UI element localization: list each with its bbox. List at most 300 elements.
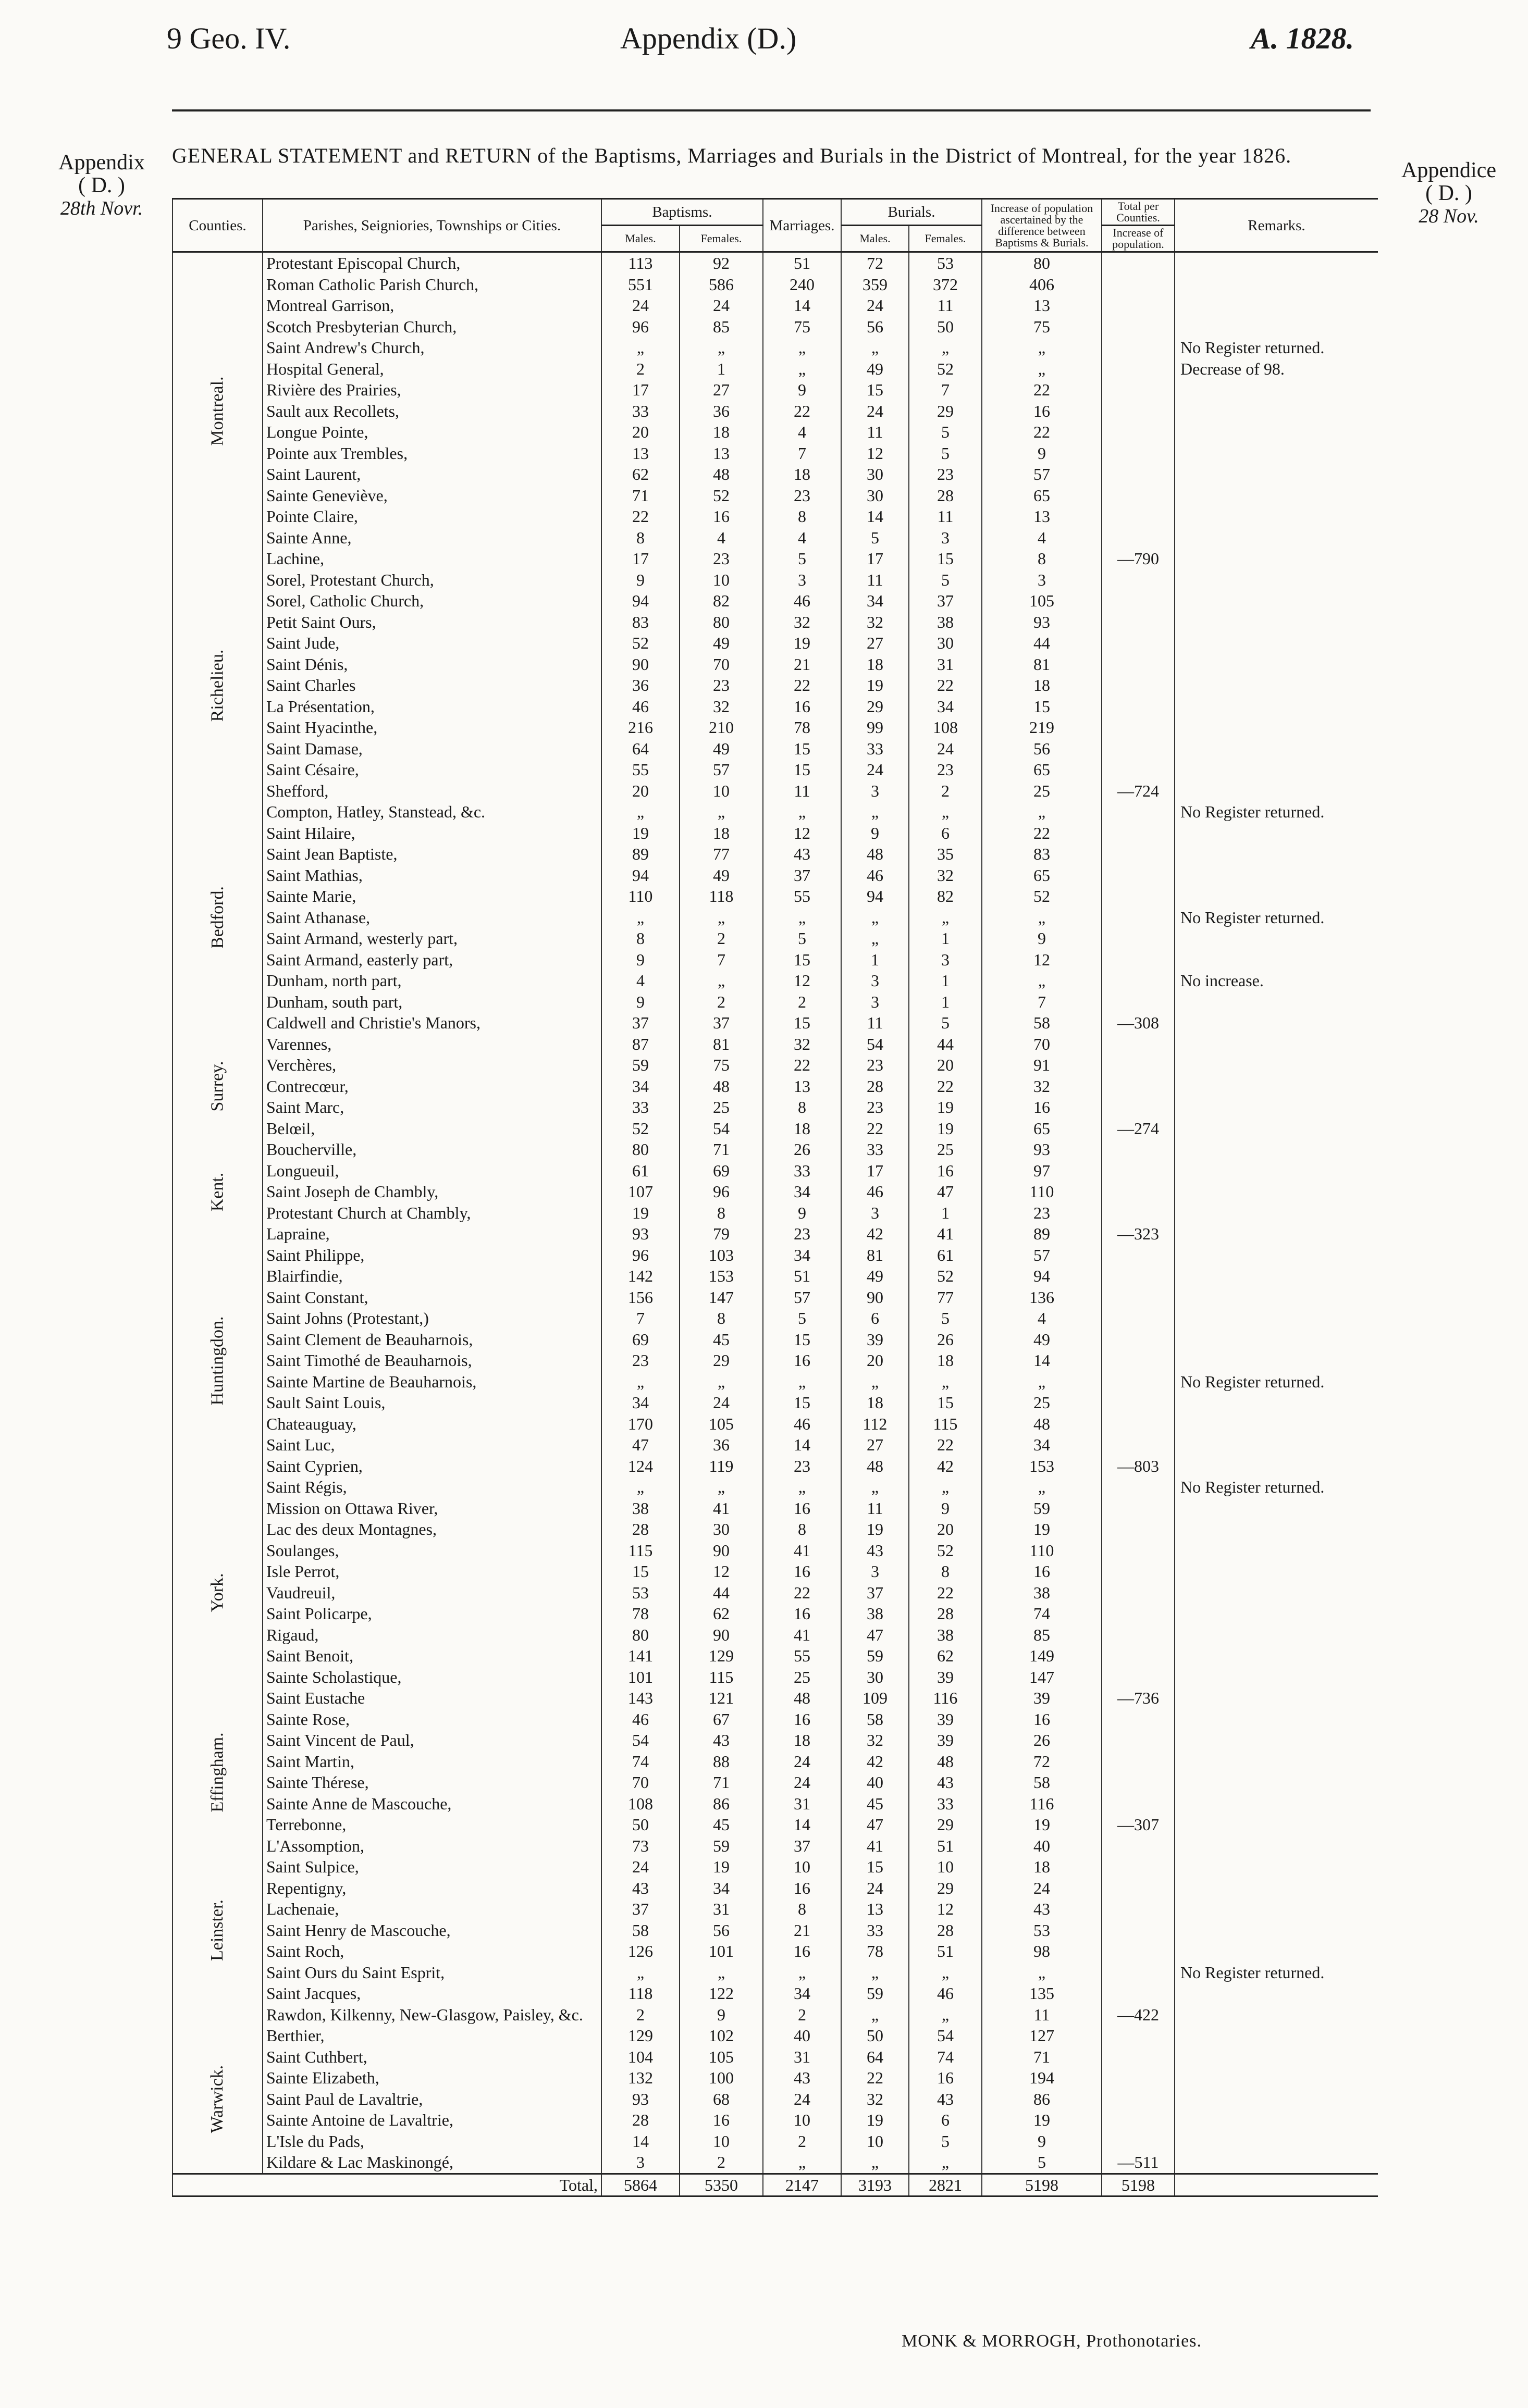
remark-cell: Decrease of 98. [1175, 358, 1378, 380]
value-cell: 71 [982, 2046, 1102, 2068]
value-cell: 32 [763, 612, 841, 633]
county-total-cell [1102, 717, 1175, 738]
value-cell: 110 [982, 1540, 1102, 1561]
value-cell: 102 [680, 2025, 763, 2046]
remark-cell [1175, 548, 1378, 569]
value-cell: 48 [982, 1413, 1102, 1435]
value-cell: „ [601, 801, 680, 823]
county-total-cell [1102, 1097, 1175, 1118]
value-cell: 40 [763, 2025, 841, 2046]
value-cell: 24 [841, 759, 909, 780]
remark-cell [1175, 1709, 1378, 1730]
value-cell: 97 [982, 1160, 1102, 1182]
table-row [172, 1941, 1378, 1962]
value-cell: 39 [909, 1730, 982, 1751]
value-cell: 11 [909, 506, 982, 527]
value-cell: 18 [763, 1118, 841, 1139]
value-cell: 59 [601, 1054, 680, 1076]
county-cell [172, 252, 263, 569]
value-cell: 32 [841, 1730, 909, 1751]
parish-name: Chateauguay, [263, 1413, 601, 1435]
col-total-per-counties: Total per Counties. [1102, 199, 1175, 226]
value-cell: 156 [601, 1287, 680, 1308]
remark-cell [1175, 2152, 1378, 2174]
county-total-cell [1102, 1540, 1175, 1561]
parish-name: Saint Jacques, [263, 1983, 601, 2004]
value-cell: 83 [601, 612, 680, 633]
value-cell: 38 [601, 1498, 680, 1519]
remark-cell [1175, 1498, 1378, 1519]
parish-name: Rawdon, Kilkenny, New-Glasgow, Paisley, &c. [263, 2004, 601, 2026]
remark-cell [1175, 823, 1378, 844]
parish-name: Contrecœur, [263, 1076, 601, 1097]
parish-name: Saint Vincent de Paul, [263, 1730, 601, 1751]
value-cell: 1 [909, 970, 982, 991]
value-cell: 30 [841, 485, 909, 506]
value-cell: 107 [601, 1181, 680, 1202]
value-cell: 49 [680, 865, 763, 886]
county-total-cell [1102, 1772, 1175, 1793]
county-total-cell [1102, 274, 1175, 295]
county-cell [172, 1034, 263, 1139]
county-total-cell [1102, 1835, 1175, 1857]
value-cell: 39 [909, 1667, 982, 1688]
value-cell: 5 [841, 527, 909, 549]
value-cell: 22 [763, 401, 841, 422]
table-row [172, 1371, 1378, 1393]
table-row [172, 1856, 1378, 1878]
value-cell: 37 [763, 1835, 841, 1857]
table-row [172, 2152, 1378, 2174]
value-cell: 49 [841, 358, 909, 380]
table-row [172, 1160, 1378, 1182]
table-row [172, 1540, 1378, 1561]
col-baptisms-females: Females. [680, 226, 763, 252]
value-cell: 170 [601, 1413, 680, 1435]
value-cell: 16 [909, 1160, 982, 1182]
value-cell: 14 [841, 506, 909, 527]
value-cell: 21 [763, 1920, 841, 1941]
county-total-cell [1102, 696, 1175, 717]
value-cell: 94 [982, 1265, 1102, 1287]
parish-name: L'Isle du Pads, [263, 2131, 601, 2152]
value-cell: 23 [841, 1097, 909, 1118]
county-name: Effingham. [207, 1732, 227, 1813]
value-cell: 55 [601, 759, 680, 780]
value-cell: „ [601, 1371, 680, 1393]
parish-name: Saint Régis, [263, 1476, 601, 1498]
parish-name: Isle Perrot, [263, 1561, 601, 1582]
value-cell: 30 [680, 1519, 763, 1540]
value-cell: 42 [909, 1456, 982, 1477]
value-cell: 5 [909, 2131, 982, 2152]
total-value: 2147 [763, 2174, 841, 2196]
county-total-cell [1102, 654, 1175, 675]
value-cell: 34 [763, 1983, 841, 2004]
value-cell: 93 [982, 612, 1102, 633]
parish-name: Varennes, [263, 1034, 601, 1055]
parish-name: La Présentation, [263, 696, 601, 717]
value-cell: „ [680, 337, 763, 358]
value-cell: 17 [841, 548, 909, 569]
value-cell: 31 [680, 1898, 763, 1920]
table-row [172, 1350, 1378, 1371]
value-cell: 52 [909, 1265, 982, 1287]
value-cell: 86 [982, 2089, 1102, 2110]
parish-name: Berthier, [263, 2025, 601, 2046]
value-cell: 47 [841, 1814, 909, 1835]
remark-cell [1175, 1687, 1378, 1709]
value-cell: 16 [763, 696, 841, 717]
county-name: Richelieu. [207, 649, 227, 722]
value-cell: 4 [601, 970, 680, 991]
value-cell: 44 [909, 1034, 982, 1055]
value-cell: 69 [601, 1329, 680, 1350]
county-total-cell [1102, 2131, 1175, 2152]
value-cell: 5 [763, 548, 841, 569]
value-cell: 8 [601, 527, 680, 549]
remark-cell [1175, 865, 1378, 886]
value-cell: 24 [763, 1772, 841, 1793]
parish-name: Sainte Anne de Mascouche, [263, 1793, 601, 1815]
value-cell: 64 [601, 738, 680, 760]
table-row [172, 780, 1378, 802]
value-cell: 41 [763, 1540, 841, 1561]
value-cell: 71 [680, 1139, 763, 1160]
value-cell: 129 [601, 2025, 680, 2046]
remark-cell [1175, 780, 1378, 802]
county-cell [172, 1709, 263, 1835]
value-cell: „ [601, 1476, 680, 1498]
value-cell: 22 [909, 675, 982, 696]
value-cell: „ [841, 2152, 909, 2174]
value-cell: 9 [763, 379, 841, 401]
county-total-cell [1102, 928, 1175, 949]
remark-cell [1175, 1413, 1378, 1435]
table-row [172, 527, 1378, 549]
parish-name: Saint Martin, [263, 1751, 601, 1772]
value-cell: 18 [763, 1730, 841, 1751]
value-cell: 103 [680, 1245, 763, 1266]
value-cell: „ [909, 1476, 982, 1498]
value-cell: 54 [909, 2025, 982, 2046]
county-total-cell [1102, 1371, 1175, 1393]
value-cell: 18 [982, 1856, 1102, 1878]
parish-name: Dunham, north part, [263, 970, 601, 991]
value-cell: 24 [841, 1878, 909, 1899]
table-row [172, 1329, 1378, 1350]
value-cell: 40 [982, 1835, 1102, 1857]
value-cell: 53 [601, 1582, 680, 1604]
table-row [172, 612, 1378, 633]
value-cell: 15 [763, 738, 841, 760]
value-cell: 28 [601, 2109, 680, 2131]
value-cell: 3 [841, 1202, 909, 1224]
value-cell: 15 [763, 1392, 841, 1413]
remark-cell: No Register returned. [1175, 1476, 1378, 1498]
value-cell: 89 [982, 1223, 1102, 1245]
value-cell: 78 [763, 717, 841, 738]
value-cell: „ [680, 970, 763, 991]
remark-cell [1175, 1582, 1378, 1604]
value-cell: 96 [601, 1245, 680, 1266]
value-cell: 6 [909, 2109, 982, 2131]
value-cell: 19 [982, 1519, 1102, 1540]
value-cell: 8 [680, 1308, 763, 1329]
value-cell: „ [982, 337, 1102, 358]
value-cell: 42 [841, 1223, 909, 1245]
value-cell: 78 [601, 1603, 680, 1624]
value-cell: 9 [841, 823, 909, 844]
value-cell: 8 [763, 1519, 841, 1540]
value-cell: 80 [680, 612, 763, 633]
value-cell: 38 [909, 612, 982, 633]
value-cell: 18 [909, 1350, 982, 1371]
value-cell: 4 [982, 527, 1102, 549]
value-cell: 65 [982, 485, 1102, 506]
value-cell: 16 [763, 1561, 841, 1582]
value-cell: 49 [982, 1329, 1102, 1350]
totals-label: Total, [172, 2174, 601, 2196]
value-cell: 13 [982, 506, 1102, 527]
value-cell: 59 [982, 1498, 1102, 1519]
value-cell: 13 [763, 1076, 841, 1097]
remark-cell [1175, 1793, 1378, 1815]
value-cell: 19 [982, 2109, 1102, 2131]
value-cell: 108 [909, 717, 982, 738]
parish-name: Scotch Presbyterian Church, [263, 316, 601, 338]
value-cell: 110 [601, 886, 680, 907]
value-cell: 93 [601, 2089, 680, 2110]
value-cell: 112 [841, 1413, 909, 1435]
remark-cell [1175, 2067, 1378, 2089]
value-cell: 121 [680, 1687, 763, 1709]
value-cell: „ [601, 1962, 680, 1983]
value-cell: 406 [982, 274, 1102, 295]
county-total-cell: —724 [1102, 780, 1175, 802]
value-cell: 14 [982, 1350, 1102, 1371]
remark-cell: No increase. [1175, 970, 1378, 991]
value-cell: 77 [909, 1287, 982, 1308]
table-row [172, 1498, 1378, 1519]
value-cell: 115 [909, 1413, 982, 1435]
parish-name: Saint Césaire, [263, 759, 601, 780]
county-cell [172, 1476, 263, 1709]
value-cell: 115 [680, 1667, 763, 1688]
remark-cell [1175, 1287, 1378, 1308]
parish-name: Saint Ours du Saint Esprit, [263, 1962, 601, 1983]
parish-name: Saint Charles [263, 675, 601, 696]
county-total-cell: —803 [1102, 1456, 1175, 1477]
value-cell: 38 [909, 1624, 982, 1646]
county-total-cell [1102, 1054, 1175, 1076]
value-cell: 40 [841, 1772, 909, 1793]
value-cell: 124 [601, 1456, 680, 1477]
table-row [172, 2067, 1378, 2089]
value-cell: 19 [841, 675, 909, 696]
value-cell: 3 [763, 569, 841, 591]
remark-cell [1175, 401, 1378, 422]
value-cell: 100 [680, 2067, 763, 2089]
parish-name: Sainte Elizabeth, [263, 2067, 601, 2089]
value-cell: 22 [841, 1118, 909, 1139]
parish-name: Saint Sulpice, [263, 1856, 601, 1878]
value-cell: 92 [680, 252, 763, 274]
value-cell: 36 [680, 1434, 763, 1456]
value-cell: 54 [841, 1034, 909, 1055]
value-cell: 32 [841, 2089, 909, 2110]
county-cell [172, 1139, 263, 1245]
total-value: 2821 [909, 2174, 982, 2196]
value-cell: 2 [763, 991, 841, 1013]
remark-cell [1175, 654, 1378, 675]
col-counties: Counties. [172, 199, 263, 252]
parish-name: Roman Catholic Parish Church, [263, 274, 601, 295]
county-total-cell [1102, 823, 1175, 844]
value-cell: 10 [680, 780, 763, 802]
col-remarks: Remarks. [1175, 199, 1378, 252]
value-cell: 75 [680, 1054, 763, 1076]
value-cell: 16 [763, 1878, 841, 1899]
value-cell: 80 [601, 1624, 680, 1646]
value-cell: 105 [982, 590, 1102, 612]
value-cell: 118 [601, 1983, 680, 2004]
value-cell: 82 [909, 886, 982, 907]
county-total-cell [1102, 506, 1175, 527]
value-cell: 132 [601, 2067, 680, 2089]
parish-name: Longueuil, [263, 1160, 601, 1182]
table-row [172, 632, 1378, 654]
value-cell: 57 [982, 464, 1102, 485]
value-cell: 11 [841, 1498, 909, 1519]
value-cell: 55 [763, 886, 841, 907]
value-cell: 24 [841, 295, 909, 316]
value-cell: 16 [982, 1097, 1102, 1118]
value-cell: 6 [909, 823, 982, 844]
value-cell: 71 [601, 485, 680, 506]
county-total-cell [1102, 2089, 1175, 2110]
value-cell: 98 [982, 1941, 1102, 1962]
parish-name: Saint Hilaire, [263, 823, 601, 844]
parish-name: Lapraine, [263, 1223, 601, 1245]
value-cell: 81 [841, 1245, 909, 1266]
value-cell: 142 [601, 1265, 680, 1287]
value-cell: 80 [982, 252, 1102, 274]
value-cell: 37 [601, 1898, 680, 1920]
parish-name: Protestant Church at Chambly, [263, 1202, 601, 1224]
county-total-cell [1102, 1265, 1175, 1287]
county-total-cell [1102, 2025, 1175, 2046]
remark-cell [1175, 316, 1378, 338]
county-total-cell [1102, 1561, 1175, 1582]
parish-name: Repentigny, [263, 1878, 601, 1899]
value-cell: 30 [909, 632, 982, 654]
parish-name: Petit Saint Ours, [263, 612, 601, 633]
remark-cell [1175, 1898, 1378, 1920]
table-row [172, 1709, 1378, 1730]
table-row [172, 1751, 1378, 1772]
value-cell: 72 [841, 252, 909, 274]
value-cell: 5 [909, 1012, 982, 1034]
remark-cell [1175, 759, 1378, 780]
value-cell: 19 [841, 2109, 909, 2131]
parish-name: Saint Dénis, [263, 654, 601, 675]
value-cell: 15 [763, 759, 841, 780]
value-cell: 94 [601, 865, 680, 886]
margin-left-sub: ( D. ) [78, 173, 125, 197]
value-cell: 11 [841, 421, 909, 443]
parish-name: Caldwell and Christie's Manors, [263, 1012, 601, 1034]
county-total-cell [1102, 2067, 1175, 2089]
parish-name: Soulanges, [263, 1540, 601, 1561]
remark-cell [1175, 527, 1378, 549]
value-cell: „ [982, 970, 1102, 991]
parish-name: Sainte Antoine de Lavaltrie, [263, 2109, 601, 2131]
margin-note-left [42, 151, 162, 220]
value-cell: 16 [982, 1561, 1102, 1582]
value-cell: 34 [763, 1181, 841, 1202]
value-cell: 57 [680, 759, 763, 780]
value-cell: 23 [982, 1202, 1102, 1224]
value-cell: 17 [841, 1160, 909, 1182]
value-cell: 33 [841, 1920, 909, 1941]
table-row [172, 1392, 1378, 1413]
parish-name: Saint Damase, [263, 738, 601, 760]
value-cell: 108 [601, 1793, 680, 1815]
value-cell: 101 [680, 1941, 763, 1962]
county-total-cell [1102, 295, 1175, 316]
county-total-cell [1102, 316, 1175, 338]
county-total-cell [1102, 569, 1175, 591]
value-cell: 80 [601, 1139, 680, 1160]
value-cell: 15 [909, 1392, 982, 1413]
remark-cell [1175, 1202, 1378, 1224]
value-cell: 41 [763, 1624, 841, 1646]
table-row [172, 2004, 1378, 2026]
county-total-cell: —790 [1102, 548, 1175, 569]
value-cell: 9 [982, 928, 1102, 949]
value-cell: 58 [982, 1012, 1102, 1034]
parish-name: Pointe Claire, [263, 506, 601, 527]
value-cell: 5 [763, 928, 841, 949]
table-row [172, 1561, 1378, 1582]
value-cell: 240 [763, 274, 841, 295]
remark-cell [1175, 1920, 1378, 1941]
value-cell: 29 [909, 1814, 982, 1835]
remark-cell [1175, 1329, 1378, 1350]
value-cell: 23 [841, 1054, 909, 1076]
value-cell: 5 [982, 2152, 1102, 2174]
value-cell: 43 [909, 1772, 982, 1793]
table-row [172, 1772, 1378, 1793]
table-row [172, 2089, 1378, 2110]
value-cell: 22 [909, 1434, 982, 1456]
value-cell: 7 [909, 379, 982, 401]
table-row [172, 823, 1378, 844]
value-cell: 52 [909, 1540, 982, 1561]
table-row [172, 401, 1378, 422]
county-total-cell [1102, 738, 1175, 760]
value-cell: 22 [909, 1076, 982, 1097]
remark-cell [1175, 1667, 1378, 1688]
value-cell: 8 [763, 1097, 841, 1118]
remark-cell [1175, 1772, 1378, 1793]
value-cell: 49 [841, 1265, 909, 1287]
county-name: Kent. [207, 1172, 227, 1212]
value-cell: 23 [601, 1350, 680, 1371]
remark-cell [1175, 1603, 1378, 1624]
value-cell: „ [763, 337, 841, 358]
